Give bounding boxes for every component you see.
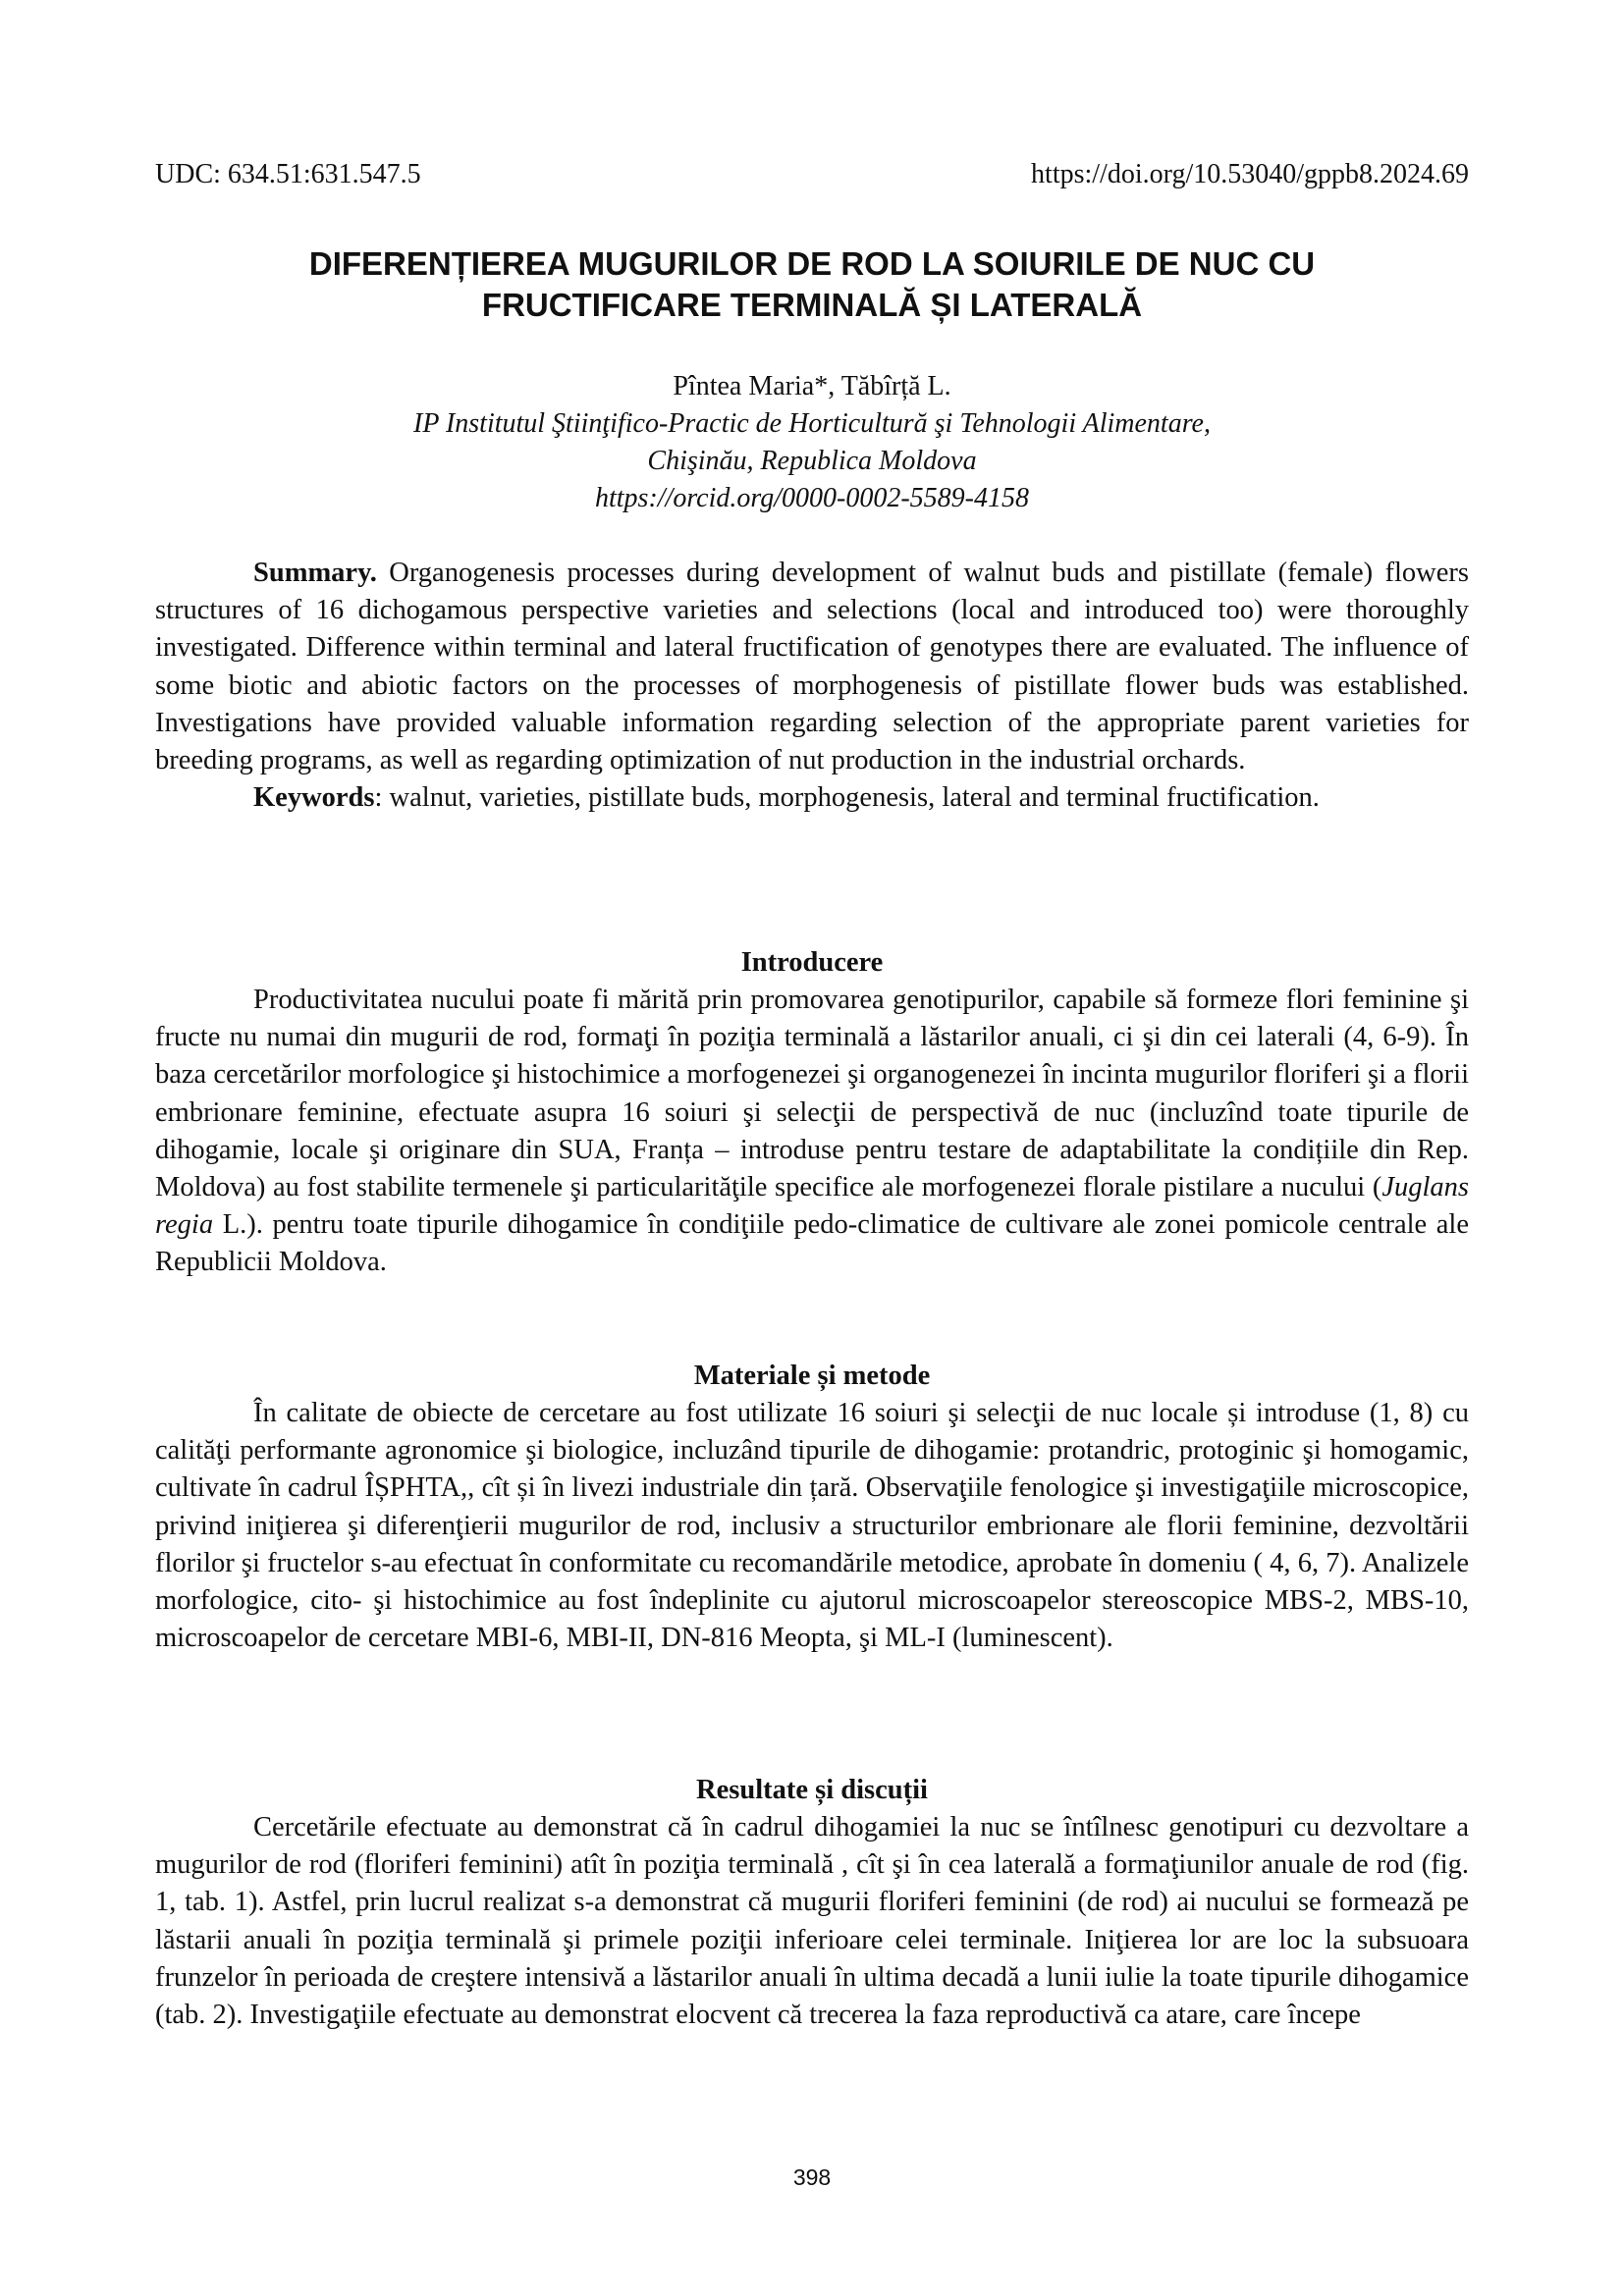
- keywords-paragraph: [155, 779, 1469, 817]
- paper-title: [155, 243, 1469, 326]
- keywords-text: : walnut, varieties, pistillate buds, morphogenesis, lateral and terminal fructification.: [374, 782, 1320, 814]
- species-name: Juglans regia: [155, 1172, 1469, 1241]
- summary-block: [155, 555, 1469, 817]
- summary-text: Organogenesis processes during development of walnut buds and pistillate (female) flowers structures of 16 dichogamous perspective varieties and selections (local and introduced too) were thoroughly investigated. Difference within terminal and lateral fructification of genotypes there are evaluated. The influence of some biotic and abiotic factors on the processes of morphogenesis of pistillate flower buds was established. Investigations have provided valuable information regarding selection of the appropriate parent varieties for breeding programs, as well as regarding optimization of nut production in the industrial orchards.: [155, 558, 1469, 776]
- affiliation-line-1: IP Institutul Ştiinţifico-Practic de Horticultură şi Tehnologii Alimentare,: [413, 408, 1211, 439]
- orcid-link[interactable]: https://orcid.org/0000-0002-5589-4158: [594, 483, 1029, 513]
- section-heading-methods: Materiale și metode: [693, 1361, 931, 1391]
- section-heading-results: Resultate și discuții: [696, 1775, 928, 1805]
- summary-paragraph: [155, 555, 1469, 779]
- doi-link[interactable]: https://doi.org/10.53040/gppb8.2024.69: [1031, 159, 1469, 189]
- title-line-2: FRUCTIFICARE TERMINALĂ ȘI LATERALĂ: [481, 287, 1143, 323]
- udc-code: UDC: 634.51:631.547.5: [155, 159, 421, 189]
- section-heading-intro: Introducere: [740, 947, 884, 978]
- results-block: [155, 1809, 1469, 2034]
- intro-block: [155, 982, 1469, 1282]
- intro-text-a: Productivitatea nucului poate fi mărită prin promovarea genotipurilor, capabile să formeze flori feminine şi fructe nu numai din mugurii de rod, formaţi în poziţia terminală a lăstarilor anuali, ci şi din cei laterali (4, 6-9). În baza cercetărilor morfologice şi histochimice a morfogenezei şi organogenezei în incinta mugurilor floriferi şi a florii embrionare feminine, efectuate asupra 16 soiuri şi selecţii de perspectivă de nuc (incluzînd toate tipurile de dihogamie, locale şi originare din SUA, Franța – introduse pentru testare de adaptabilitate la condițiile din Rep. Moldova) au fost stabilite termenele şi particularităţile specifice ale morfogenezei florale pistilare a nucului (: [155, 985, 1469, 1203]
- intro-paragraph: [155, 982, 1469, 1282]
- results-paragraph: Cercetările efectuate au demonstrat că în cadrul dihogamiei la nuc se întîlnesc genotipuri cu dezvoltare a mugurilor de rod (floriferi feminini) atît în poziţia terminală , cît şi în cea laterală a formaţiunilor anuale de rod (fig. 1, tab. 1). Astfel, prin lucrul realizat s-a demonstrat că mugurii floriferi feminini (de rod) ai nucului se formează pe lăstarii anuali în poziţia terminală şi primele poziţii inferioare celei terminale. Iniţierea lor are loc la subsuoara frunzelor în perioada de creştere intensivă a lăstarilor anuali în ultima decadă a lunii iulie la toate tipurile dihogamice (tab. 2). Investigaţiile efectuate au demonstrat elocvent că trecerea la faza reproductivă ca atare, care începe: [155, 1812, 1469, 2031]
- methods-paragraph: În calitate de obiecte de cercetare au fost utilizate 16 soiuri şi selecţii de nuc locale și introduse (1, 8) cu calităţi performante agronomice şi biologice, incluzând tipurile de dihogamie: protandric, protoginic şi homogamic, cultivate în cadrul ÎȘPHTA,, cît și în livezi industriale din țară. Observaţiile fenologice şi investigaţiile microscopice, privind iniţierea şi diferenţierii mugurilor de rod, inclusiv a structurilor embrionare ale florii feminine, dezvoltării florilor şi fructelor s-au efectuat în conformitate cu recomandările metodice, aprobate în domeniu ( 4, 6, 7). Analizele morfologice, cito- şi histochimice au fost îndeplinite cu ajutorul microscoapelor stereoscopice MBS-2, MBS-10, microscoapelor de cercetare MBI-6, MBI-II, DN-816 Meopta, şi ML-I (luminescent).: [155, 1398, 1469, 1654]
- methods-block: [155, 1395, 1469, 1657]
- intro-text-b: L.). pentru toate tipurile dihogamice în condiţiile pedo-climatice de cultivare ale zonei pomicole centrale ale Republicii Moldova.: [155, 1209, 1469, 1278]
- affiliation-line-2: Chişinău, Republica Moldova: [647, 446, 977, 476]
- authors: Pîntea Maria*, Tăbîrță L.: [673, 371, 951, 401]
- affiliation: [155, 405, 1469, 517]
- title-line-1: DIFERENȚIEREA MUGURILOR DE ROD LA SOIURILE DE NUC CU: [308, 245, 1316, 282]
- summary-label: Summary.: [253, 558, 377, 588]
- page-number: 398: [792, 2164, 832, 2190]
- keywords-label: Keywords: [253, 782, 375, 814]
